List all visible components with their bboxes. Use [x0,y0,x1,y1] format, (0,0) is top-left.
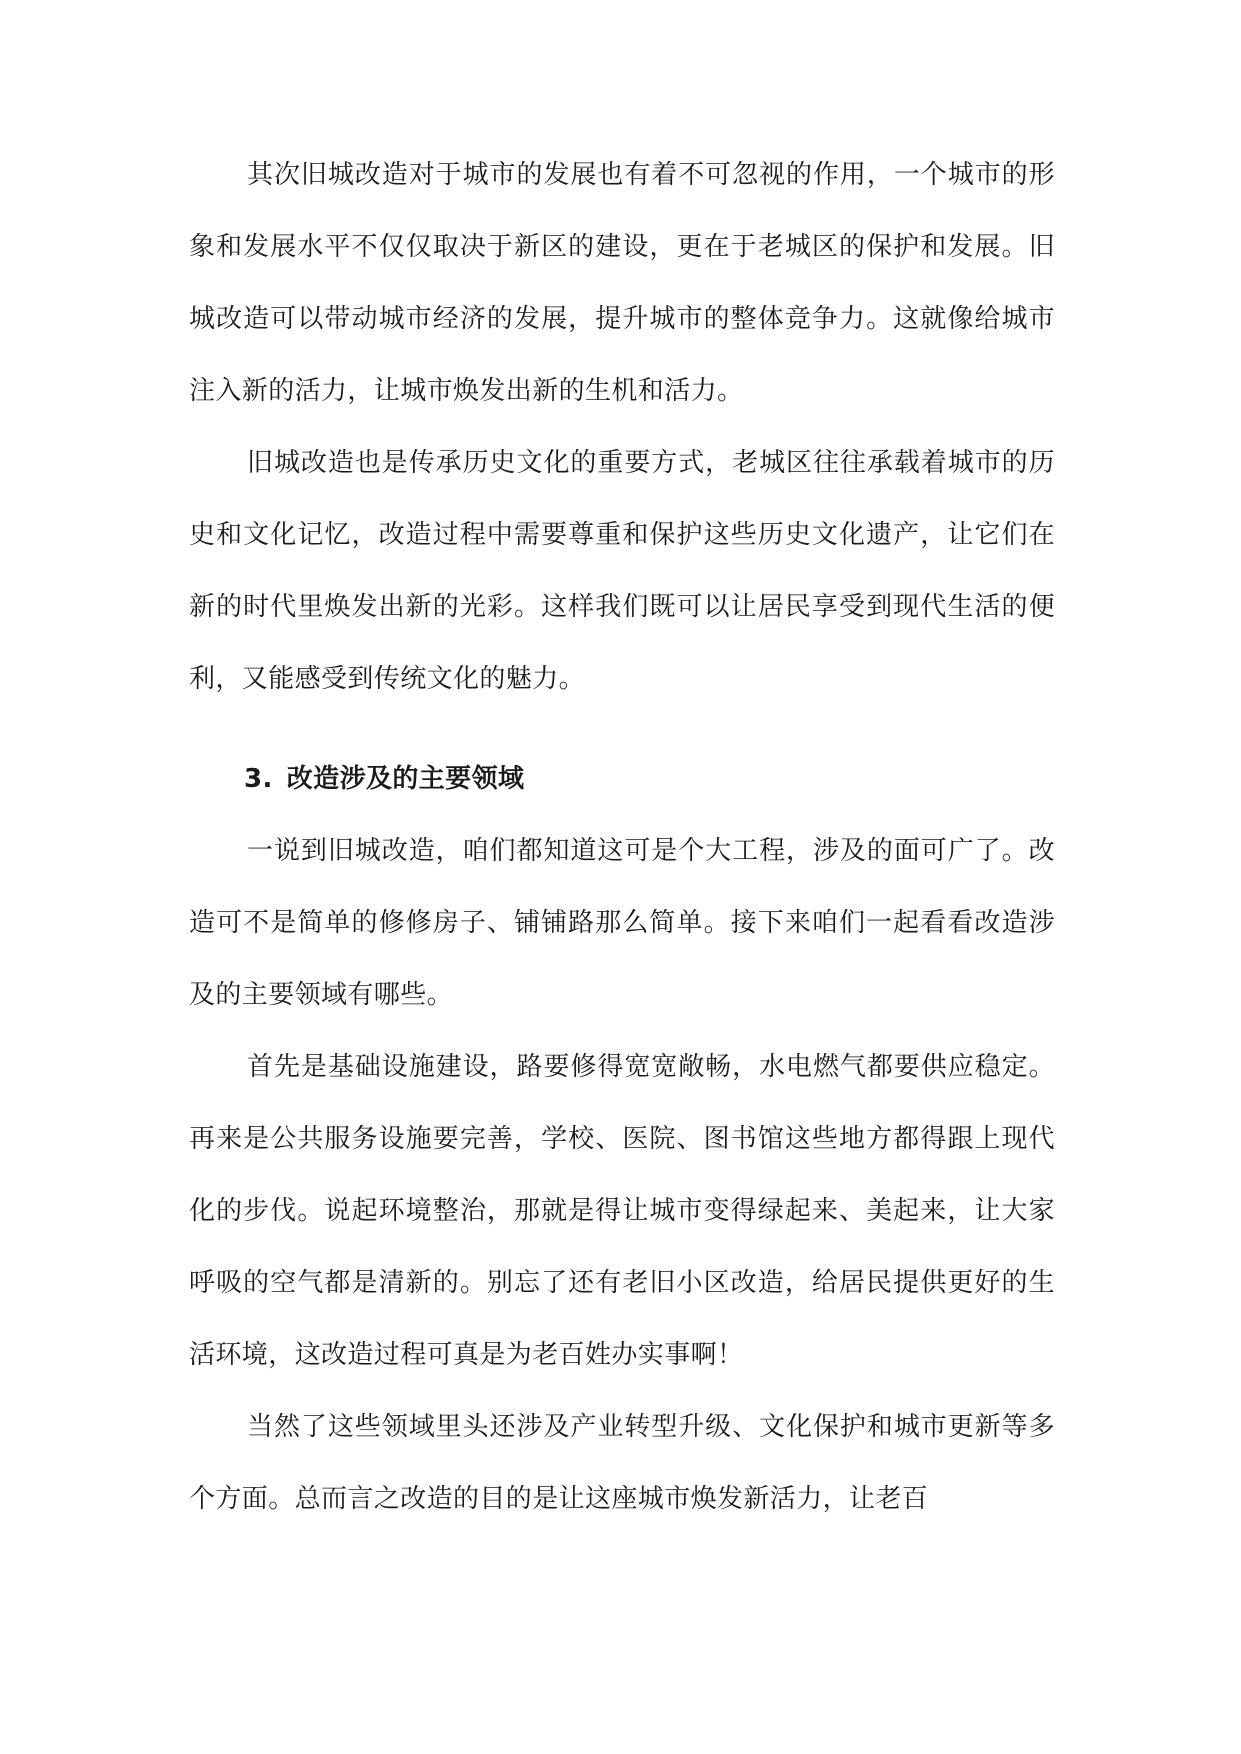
paragraph-intro: 一说到旧城改造，咱们都知道这可是个大工程，涉及的面可广了。改造可不是简单的修修房子、铺铺路那么简单。接下来咱们一起看看改造涉及的主要领域有哪些。 [189,836,1055,1010]
paragraph-summary: 当然了这些领域里头还涉及产业转型升级、文化保护和城市更新等多个方面。总而言之改造的目的是让这座城市焕发新活力，让老百 [189,1412,1055,1514]
section-number: 3. [244,764,273,794]
section-title: 改造涉及的主要领域 [286,764,525,794]
section-heading [189,743,1055,815]
paragraph-main-areas: 首先是基础设施建设，路要修得宽宽敞畅，水电燃气都要供应稳定。再来是公共服务设施要完善，学校、医院、图书馆这些地方都得跟上现代化的步伐。说起环境整治，那就是得让城市变得绿起来、美起来，让大家呼吸的空气都是清新的。别忘了还有老旧小区改造，给居民提供更好的生活环境，这改造过程可真是为老百姓办实事啊！ [189,1052,1055,1370]
document-body [189,139,1055,1535]
paragraph-historical-culture: 旧城改造也是传承历史文化的重要方式，老城区往往承载着城市的历史和文化记忆，改造过程中需要尊重和保护这些历史文化遗产，让它们在新的时代里焕发出新的光彩。这样我们既可以让居民享受到现代生活的便利，又能感受到传统文化的魅力。 [189,448,1055,694]
paragraph-city-development: 其次旧城改造对于城市的发展也有着不可忽视的作用，一个城市的形象和发展水平不仅仅取决于新区的建设，更在于老城区的保护和发展。旧城改造可以带动城市经济的发展，提升城市的整体竞争力。这就像给城市注入新的活力，让城市焕发出新的生机和活力。 [189,160,1055,406]
